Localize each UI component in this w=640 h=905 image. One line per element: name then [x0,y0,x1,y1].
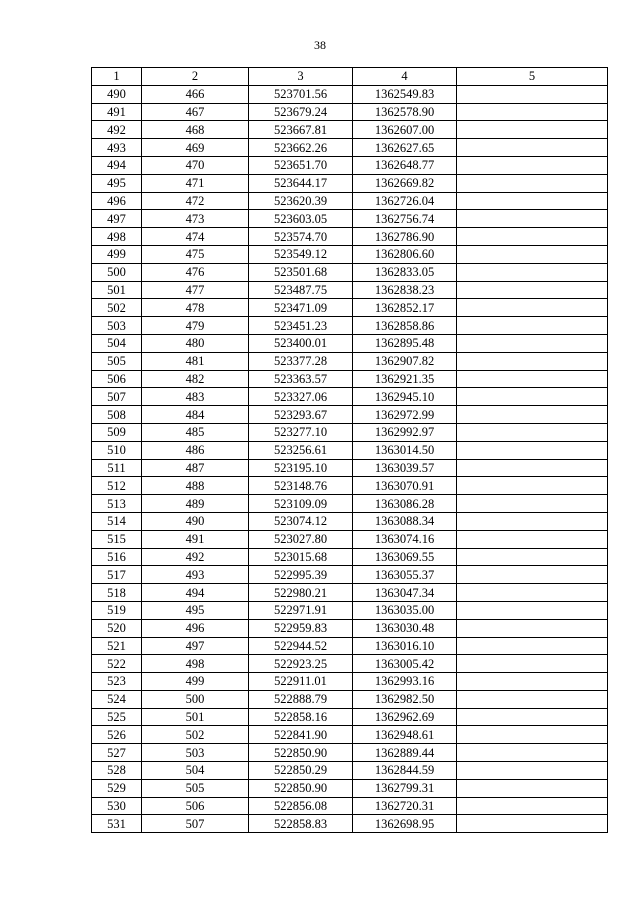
point-number-cell: 524 [92,690,142,708]
table-row [92,139,608,157]
source-number-cell: 492 [142,548,249,566]
table-row [92,779,608,797]
note-cell [457,299,608,317]
note-cell [457,441,608,459]
coord-x-cell: 522923.25 [249,655,353,673]
point-number-cell: 515 [92,530,142,548]
source-number-cell: 491 [142,530,249,548]
note-cell [457,245,608,263]
coord-y-cell: 1362993.16 [353,673,457,691]
point-number-cell: 506 [92,370,142,388]
point-number-cell: 495 [92,174,142,192]
note-cell [457,281,608,299]
coord-y-cell: 1363088.34 [353,512,457,530]
coord-y-cell: 1363005.42 [353,655,457,673]
coord-y-cell: 1362799.31 [353,779,457,797]
coord-x-cell: 523109.09 [249,495,353,513]
coord-x-cell: 523074.12 [249,512,353,530]
coord-y-cell: 1362921.35 [353,370,457,388]
note-cell [457,139,608,157]
point-number-cell: 501 [92,281,142,299]
note-cell [457,263,608,281]
note-cell [457,512,608,530]
coord-x-cell: 523451.23 [249,317,353,335]
table-body [92,85,608,832]
coord-x-cell: 523256.61 [249,441,353,459]
source-number-cell: 470 [142,156,249,174]
note-cell [457,690,608,708]
point-number-cell: 500 [92,263,142,281]
source-number-cell: 471 [142,174,249,192]
coord-y-cell: 1363016.10 [353,637,457,655]
point-number-cell: 510 [92,441,142,459]
coord-x-cell: 523701.56 [249,85,353,103]
coord-x-cell: 522995.39 [249,566,353,584]
coord-y-cell: 1362726.04 [353,192,457,210]
coord-x-cell: 522850.29 [249,762,353,780]
coord-y-cell: 1362669.82 [353,174,457,192]
coord-y-cell: 1362992.97 [353,423,457,441]
coord-x-cell: 523195.10 [249,459,353,477]
coord-y-cell: 1362833.05 [353,263,457,281]
table-row [92,530,608,548]
coord-y-cell: 1363035.00 [353,601,457,619]
table-row [92,299,608,317]
note-cell [457,210,608,228]
point-number-cell: 503 [92,317,142,335]
table-row [92,103,608,121]
table-row [92,495,608,513]
coord-y-cell: 1362627.65 [353,139,457,157]
point-number-cell: 519 [92,601,142,619]
source-number-cell: 484 [142,406,249,424]
page-number: 38 [314,38,326,52]
point-number-cell: 491 [92,103,142,121]
table-row [92,156,608,174]
coord-x-cell: 523293.67 [249,406,353,424]
source-number-cell: 485 [142,423,249,441]
source-number-cell: 473 [142,210,249,228]
coord-y-cell: 1363086.28 [353,495,457,513]
point-number-cell: 504 [92,334,142,352]
point-number-cell: 507 [92,388,142,406]
table-row [92,655,608,673]
coord-y-cell: 1362786.90 [353,228,457,246]
source-number-cell: 490 [142,512,249,530]
coord-y-cell: 1362698.95 [353,815,457,833]
coord-x-cell: 522971.91 [249,601,353,619]
table-row [92,797,608,815]
source-number-cell: 503 [142,744,249,762]
coord-x-cell: 522858.16 [249,708,353,726]
coord-x-cell: 523679.24 [249,103,353,121]
coord-x-cell: 522944.52 [249,637,353,655]
coord-y-cell: 1363070.91 [353,477,457,495]
note-cell [457,192,608,210]
header-row [92,68,608,86]
coord-y-cell: 1363069.55 [353,548,457,566]
point-number-cell: 530 [92,797,142,815]
point-number-cell: 517 [92,566,142,584]
source-number-cell: 468 [142,121,249,139]
note-cell [457,423,608,441]
point-number-cell: 492 [92,121,142,139]
note-cell [457,797,608,815]
coord-x-cell: 522850.90 [249,744,353,762]
coord-y-cell: 1362948.61 [353,726,457,744]
note-cell [457,601,608,619]
source-number-cell: 486 [142,441,249,459]
coord-y-cell: 1362858.86 [353,317,457,335]
table-row [92,548,608,566]
source-number-cell: 493 [142,566,249,584]
source-number-cell: 477 [142,281,249,299]
coord-y-cell: 1362756.74 [353,210,457,228]
table-row [92,85,608,103]
coord-y-cell: 1362838.23 [353,281,457,299]
note-cell [457,548,608,566]
table-row [92,690,608,708]
coord-x-cell: 522856.08 [249,797,353,815]
note-cell [457,779,608,797]
note-cell [457,708,608,726]
note-cell [457,655,608,673]
point-number-cell: 526 [92,726,142,744]
table-row [92,281,608,299]
coord-y-cell: 1363047.34 [353,584,457,602]
coord-y-cell: 1362889.44 [353,744,457,762]
coord-x-cell: 523027.80 [249,530,353,548]
coord-x-cell: 523148.76 [249,477,353,495]
note-cell [457,815,608,833]
source-number-cell: 466 [142,85,249,103]
source-number-cell: 483 [142,388,249,406]
table-row [92,121,608,139]
source-number-cell: 478 [142,299,249,317]
coord-x-cell: 523662.26 [249,139,353,157]
note-cell [457,388,608,406]
note-cell [457,228,608,246]
source-number-cell: 474 [142,228,249,246]
point-number-cell: 525 [92,708,142,726]
point-number-cell: 521 [92,637,142,655]
source-number-cell: 495 [142,601,249,619]
table-row [92,174,608,192]
coord-x-cell: 523400.01 [249,334,353,352]
coord-x-cell: 523363.57 [249,370,353,388]
table-row [92,744,608,762]
coord-x-cell: 523603.05 [249,210,353,228]
note-cell [457,103,608,121]
point-number-cell: 513 [92,495,142,513]
source-number-cell: 500 [142,690,249,708]
note-cell [457,156,608,174]
source-number-cell: 505 [142,779,249,797]
point-number-cell: 520 [92,619,142,637]
point-number-cell: 498 [92,228,142,246]
table-row [92,317,608,335]
source-number-cell: 498 [142,655,249,673]
table-row [92,762,608,780]
point-number-cell: 516 [92,548,142,566]
source-number-cell: 502 [142,726,249,744]
point-number-cell: 522 [92,655,142,673]
table-row [92,334,608,352]
point-number-cell: 494 [92,156,142,174]
point-number-cell: 493 [92,139,142,157]
coord-y-cell: 1362945.10 [353,388,457,406]
note-cell [457,637,608,655]
source-number-cell: 467 [142,103,249,121]
note-cell [457,744,608,762]
coord-y-cell: 1362844.59 [353,762,457,780]
source-number-cell: 496 [142,619,249,637]
point-number-cell: 496 [92,192,142,210]
source-number-cell: 487 [142,459,249,477]
coord-y-cell: 1363074.16 [353,530,457,548]
coord-y-cell: 1362895.48 [353,334,457,352]
note-cell [457,334,608,352]
coord-y-cell: 1362972.99 [353,406,457,424]
coord-x-cell: 523574.70 [249,228,353,246]
point-number-cell: 497 [92,210,142,228]
note-cell [457,85,608,103]
header-col-4: 4 [353,68,457,86]
note-cell [457,174,608,192]
table-row [92,370,608,388]
header-col-2: 2 [142,68,249,86]
point-number-cell: 531 [92,815,142,833]
note-cell [457,673,608,691]
table-row [92,228,608,246]
note-cell [457,530,608,548]
note-cell [457,121,608,139]
point-number-cell: 502 [92,299,142,317]
coord-y-cell: 1363014.50 [353,441,457,459]
table-row [92,459,608,477]
coord-x-cell: 522858.83 [249,815,353,833]
table-row [92,406,608,424]
coord-x-cell: 523487.75 [249,281,353,299]
point-number-cell: 499 [92,245,142,263]
table-row [92,584,608,602]
point-number-cell: 511 [92,459,142,477]
source-number-cell: 476 [142,263,249,281]
source-number-cell: 480 [142,334,249,352]
coord-y-cell: 1363030.48 [353,619,457,637]
note-cell [457,317,608,335]
source-number-cell: 506 [142,797,249,815]
table-row [92,388,608,406]
source-number-cell: 479 [142,317,249,335]
table-row [92,210,608,228]
point-number-cell: 514 [92,512,142,530]
source-number-cell: 489 [142,495,249,513]
table-row [92,512,608,530]
source-number-cell: 494 [142,584,249,602]
coord-x-cell: 523471.09 [249,299,353,317]
coord-x-cell: 522841.90 [249,726,353,744]
coord-x-cell: 522888.79 [249,690,353,708]
source-number-cell: 501 [142,708,249,726]
source-number-cell: 507 [142,815,249,833]
source-number-cell: 497 [142,637,249,655]
header-col-3: 3 [249,68,353,86]
table-row [92,263,608,281]
coord-x-cell: 522850.90 [249,779,353,797]
table-row [92,726,608,744]
coord-y-cell: 1362720.31 [353,797,457,815]
point-number-cell: 508 [92,406,142,424]
table-row [92,815,608,833]
table-row [92,637,608,655]
source-number-cell: 504 [142,762,249,780]
point-number-cell: 512 [92,477,142,495]
note-cell [457,370,608,388]
point-number-cell: 490 [92,85,142,103]
header-col-1: 1 [92,68,142,86]
table-row [92,441,608,459]
note-cell [457,566,608,584]
point-number-cell: 528 [92,762,142,780]
point-number-cell: 527 [92,744,142,762]
header-col-5: 5 [457,68,608,86]
note-cell [457,477,608,495]
source-number-cell: 482 [142,370,249,388]
coord-y-cell: 1362648.77 [353,156,457,174]
point-number-cell: 529 [92,779,142,797]
table-row [92,245,608,263]
table-row [92,673,608,691]
note-cell [457,619,608,637]
table-row [92,192,608,210]
coord-y-cell: 1362982.50 [353,690,457,708]
source-number-cell: 481 [142,352,249,370]
coord-y-cell: 1362806.60 [353,245,457,263]
source-number-cell: 472 [142,192,249,210]
source-number-cell: 469 [142,139,249,157]
coord-y-cell: 1362549.83 [353,85,457,103]
coord-x-cell: 523644.17 [249,174,353,192]
table-row [92,477,608,495]
coord-x-cell: 523327.06 [249,388,353,406]
point-number-cell: 509 [92,423,142,441]
table-row [92,423,608,441]
coord-y-cell: 1362578.90 [353,103,457,121]
coord-y-cell: 1363055.37 [353,566,457,584]
coord-x-cell: 523501.68 [249,263,353,281]
point-number-cell: 518 [92,584,142,602]
note-cell [457,406,608,424]
source-number-cell: 475 [142,245,249,263]
table-row [92,708,608,726]
coord-x-cell: 523667.81 [249,121,353,139]
coord-x-cell: 522911.01 [249,673,353,691]
point-number-cell: 505 [92,352,142,370]
table-row [92,566,608,584]
coordinates-table [91,67,608,833]
coord-x-cell: 523377.28 [249,352,353,370]
note-cell [457,584,608,602]
table-row [92,352,608,370]
coord-x-cell: 523015.68 [249,548,353,566]
coord-x-cell: 523277.10 [249,423,353,441]
coord-y-cell: 1362962.69 [353,708,457,726]
coord-x-cell: 523549.12 [249,245,353,263]
coord-x-cell: 522980.21 [249,584,353,602]
coord-y-cell: 1363039.57 [353,459,457,477]
table-row [92,601,608,619]
coord-x-cell: 523651.70 [249,156,353,174]
note-cell [457,762,608,780]
note-cell [457,495,608,513]
coord-x-cell: 522959.83 [249,619,353,637]
note-cell [457,352,608,370]
point-number-cell: 523 [92,673,142,691]
coord-y-cell: 1362907.82 [353,352,457,370]
source-number-cell: 499 [142,673,249,691]
note-cell [457,459,608,477]
source-number-cell: 488 [142,477,249,495]
coord-y-cell: 1362852.17 [353,299,457,317]
coord-y-cell: 1362607.00 [353,121,457,139]
table-row [92,619,608,637]
coord-x-cell: 523620.39 [249,192,353,210]
note-cell [457,726,608,744]
